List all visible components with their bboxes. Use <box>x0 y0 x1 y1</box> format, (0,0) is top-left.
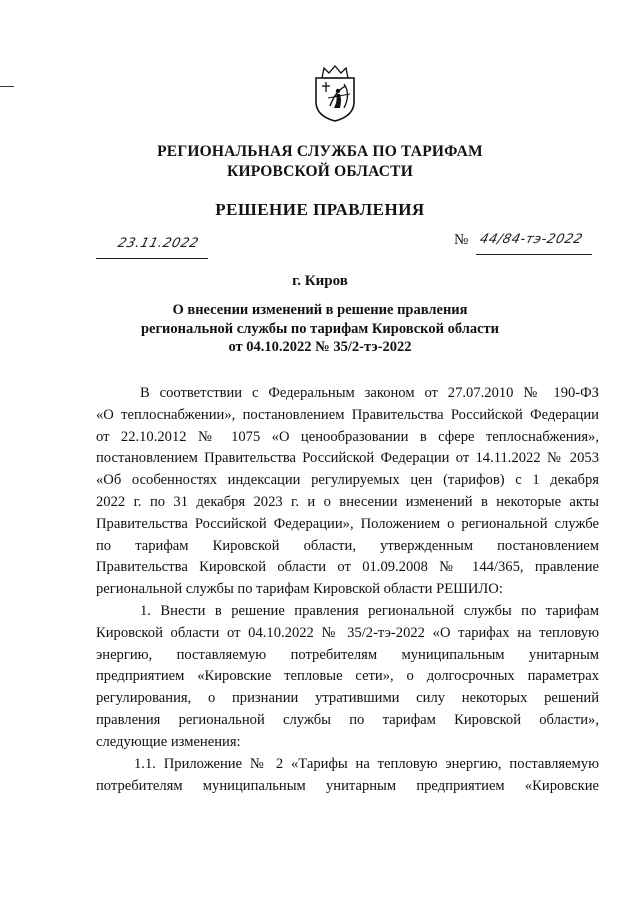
subject-line-2: региональной службы по тарифам Кировской области <box>140 320 500 337</box>
text-line: 1.1. Приложение № 2 «Тарифы на тепловую энергию, поставляемую <box>134 756 599 772</box>
text-line: В соответствии с Федеральным законом от 27.07.2010 № 190-ФЗ <box>140 385 599 401</box>
text-line: от 22.10.2012 № 1075 «О ценообразовании в сфере теплоснабжения», <box>96 428 599 445</box>
text-line: Правительства Кировской области от 01.09.2008 № 144/365, правление <box>96 559 599 576</box>
subject-line-1: О внесении изменений в решение правления <box>172 302 468 318</box>
org-line-2: КИРОВСКОЙ ОБЛАСТИ <box>227 163 413 180</box>
number-sign: № <box>454 232 469 248</box>
preamble-paragraph <box>96 383 599 601</box>
text-line: 1. Внести в решение правления региональной службы по тарифам <box>140 603 599 619</box>
text-line: Правительства Российской Федерации», Положением о региональной службе <box>96 515 599 532</box>
organization-name <box>0 142 640 182</box>
kirov-coat-of-arms-emblem <box>314 64 356 122</box>
city-name: г. Киров <box>292 273 348 289</box>
subject-line-3: от 04.10.2022 № 35/2-тэ-2022 <box>228 339 412 355</box>
scan-edge-mark <box>0 86 14 87</box>
document-title: РЕШЕНИЕ ПРАВЛЕНИЯ <box>215 200 425 219</box>
text-line: регулирования, о признании утратившими силу некоторых решений <box>96 690 599 707</box>
text-line: предприятием «Кировские тепловые сети», о долгосрочных параметрах <box>96 668 599 685</box>
item-1-paragraph <box>96 601 599 754</box>
text-line: энергию, поставляемую потребителям муниципальным унитарным <box>96 646 599 663</box>
item-1-1-paragraph <box>96 754 599 798</box>
decision-date: 23.11.2022 <box>116 236 201 251</box>
text-line: потребителям муниципальным унитарным предприятием «Кировские <box>96 777 599 794</box>
text-line: по тарифам Кировской области, утвержденным постановлением <box>96 537 599 554</box>
coat-of-arms-icon <box>314 64 356 122</box>
decision-number: 44/84-тэ-2022 <box>478 232 585 247</box>
text-line: региональной службы по тарифам Кировской области РЕШИЛО: <box>96 581 503 598</box>
text-line: 2022 г. по 31 декабря 2023 г. и о внесении изменений в некоторые акты <box>96 493 599 510</box>
text-line: «О теплоснабжении», постановлением Правительства Российской Федерации <box>96 406 599 423</box>
org-line-1: РЕГИОНАЛЬНАЯ СЛУЖБА ПО ТАРИФАМ <box>157 143 483 160</box>
text-line: «Об особенностях индексации регулируемых цен (тарифов) с 1 декабря <box>96 472 599 489</box>
document-subject <box>0 301 640 357</box>
text-line: правления региональной службы по тарифам Кировской области», <box>96 711 599 728</box>
text-line: следующие изменения: <box>96 733 241 750</box>
text-line: Кировской области от 04.10.2022 № 35/2-тэ-2022 «О тарифах на тепловую <box>96 624 599 641</box>
text-line: постановлением Правительства Российской Федерации от 14.11.2022 № 2053 <box>96 450 599 467</box>
